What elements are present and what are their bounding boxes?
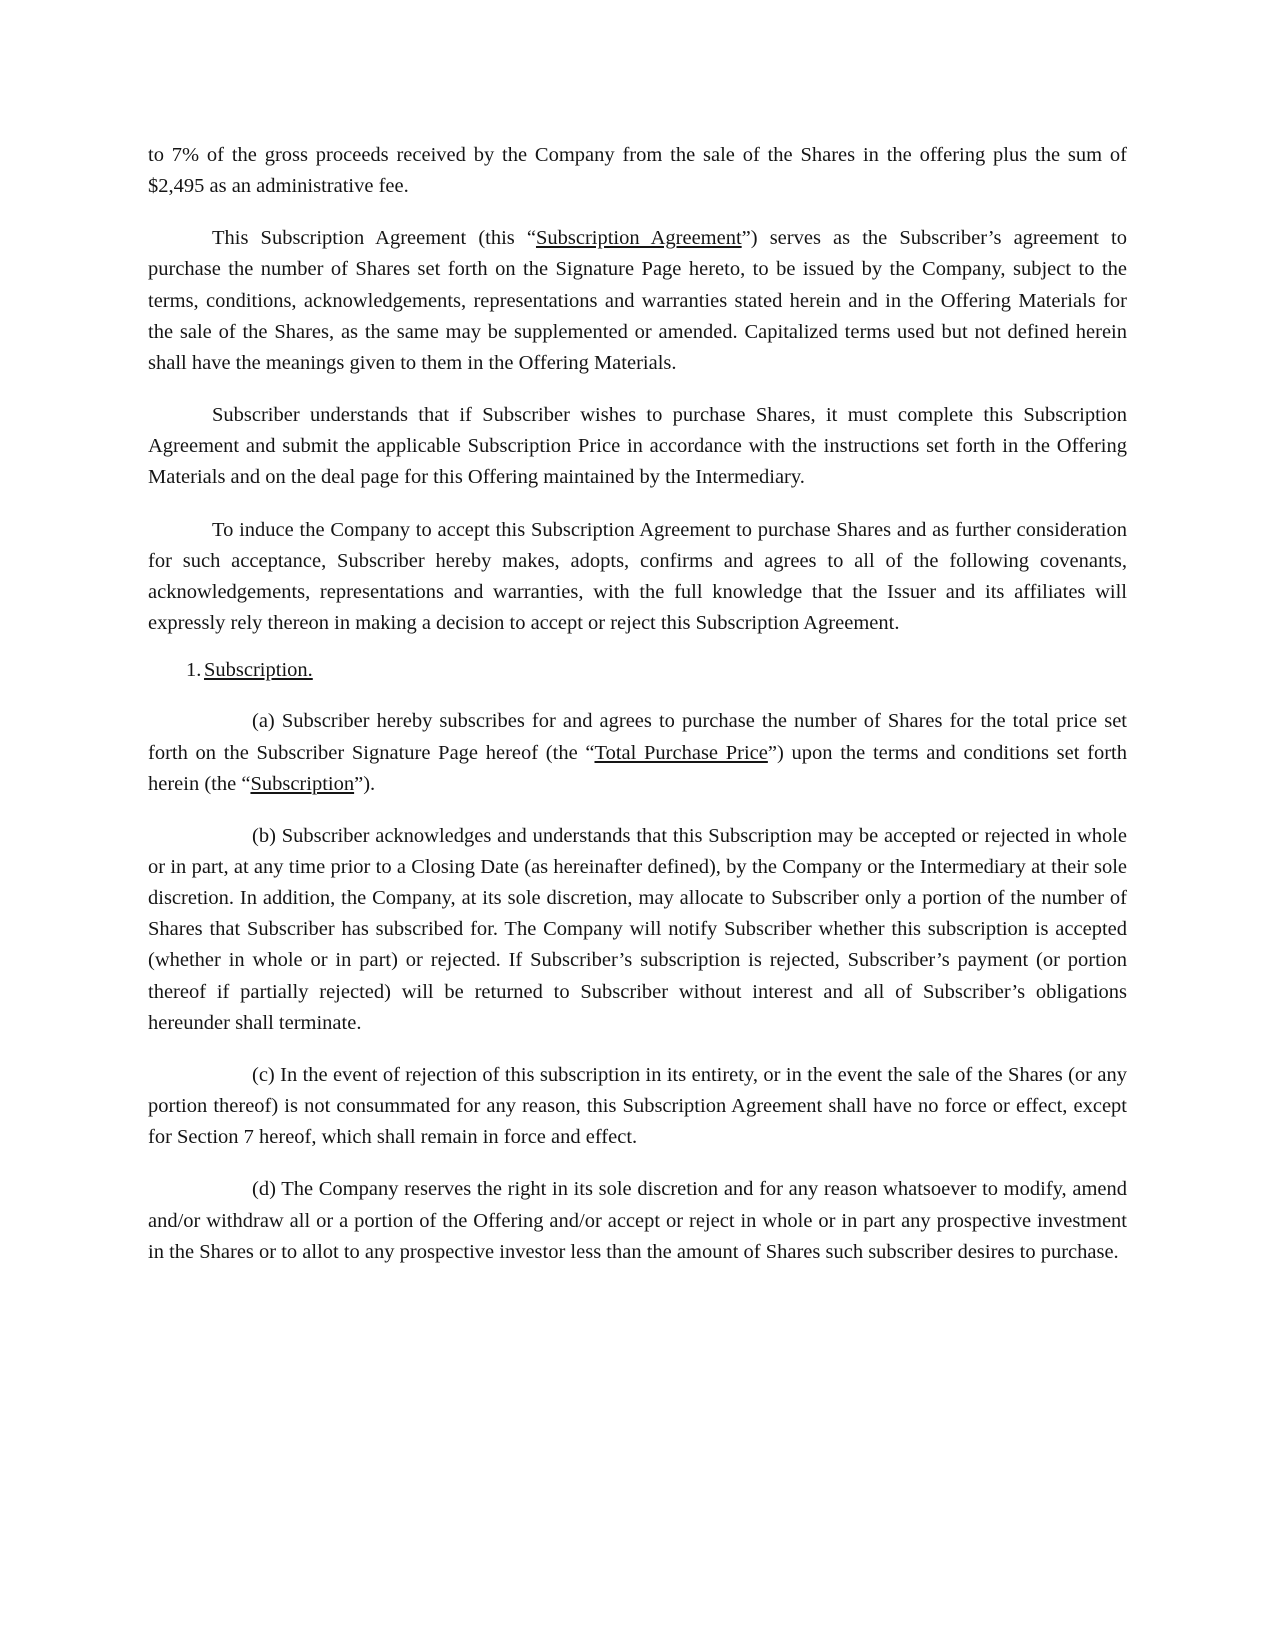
numbered-item-1 [148,655,1127,686]
paragraph-c [148,1060,1127,1153]
numbered-item-1-number: 1. [186,659,202,682]
text-run: ”) upon the terms and conditions set forth herein (the “ [148,741,1127,795]
text-run: to 7% of the gross proceeds received by the Company from the sale of the Shares in the offering plus the sum of $2,495 as an administrative fee. [148,144,1127,198]
text-run: (a) Subscriber hereby subscribes for and agrees to purchase the number of Shares for the total price set forth on the Subscriber Signature Page hereof (the “ [148,710,1127,764]
text-run: Subscriber understands that if Subscriber wishes to purchase Shares, it must complete this Subscription Agreement and submit the applicable Subscription Price in accordance with the instructions set forth in the Offering Materials and on the deal page for this Offering maintained by the Intermediary. [148,404,1127,489]
numbered-item-1-heading: Subscription. [204,659,313,682]
document-body [148,140,1127,1268]
paragraph-subscription-agreement-serves [148,223,1127,379]
paragraph-to-induce [148,515,1127,640]
paragraph-subscriber-understands [148,400,1127,493]
defined-term: Subscription [250,772,355,795]
paragraph-b [148,821,1127,1039]
text-run: (d) The Company reserves the right in its sole discretion and for any reason whatsoever to modify, amend and/or withdraw all or a portion of the Offering and/or accept or reject in whole or in part any prospective investment in the Shares or to allot to any prospective investor less than the amount of Shares such subscriber desires to purchase. [148,1178,1127,1263]
text-run: To induce the Company to accept this Subscription Agreement to purchase Shares and as further consideration for such acceptance, Subscriber hereby makes, adopts, confirms and agrees to all of the following covenants, acknowledgements, representations and warranties, with the full knowledge that the Issuer and its affiliates will expressly rely thereon in making a decision to accept or reject this Subscription Agreement. [148,518,1127,635]
paragraph-a [148,706,1127,799]
defined-term: Total Purchase Price [594,741,768,764]
paragraph-fee-continuation [148,140,1127,202]
text-run: ”) serves as the Subscriber’s agreement to purchase the number of Shares set forth on the Signature Page hereto, to be issued by the Company, subject to the terms, conditions, acknowledgements, representations and warranties stated herein and in the Offering Materials for the sale of the Shares, as the same may be supplemented or amended. Capitalized terms used but not defined herein shall have the meanings given to them in the Offering Materials. [148,227,1127,374]
text-run: ”). [354,772,376,795]
defined-term: Subscription Agreement [535,227,742,250]
text-run: (b) Subscriber acknowledges and understands that this Subscription may be accepted or rejected in whole or in part, at any time prior to a Closing Date (as hereinafter defined), by the Company or the Intermediary at their sole discretion. In addition, the Company, at its sole discretion, may allocate to Subscriber only a portion of the number of Shares that Subscriber has subscribed for. The Company will notify Subscriber whether this subscription is accepted (whether in whole or in part) or rejected. If Subscriber’s subscription is rejected, Subscriber’s payment (or portion thereof if partially rejected) will be returned to Subscriber without interest and all of Subscriber’s obligations hereunder shall terminate. [148,824,1127,1034]
paragraph-d [148,1174,1127,1267]
text-run: This Subscription Agreement (this “ [212,227,536,250]
text-run: (c) In the event of rejection of this subscription in its entirety, or in the event the sale of the Shares (or any portion thereof) is not consummated for any reason, this Subscription Agreement shall have no force or effect, except for Section 7 hereof, which shall remain in force and effect. [148,1063,1127,1149]
